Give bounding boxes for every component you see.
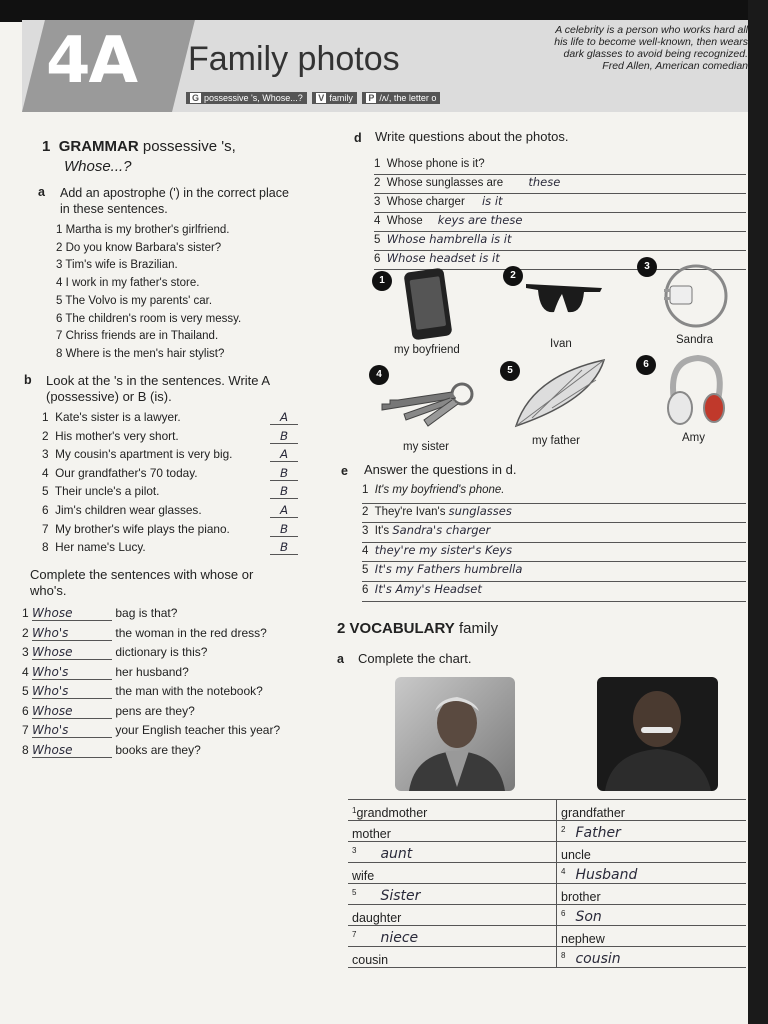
photo-caption: my boyfriend <box>394 344 460 356</box>
list-item: 8 Her name's Lucy. B <box>42 540 302 559</box>
answer-blank[interactable]: Who's <box>32 626 112 641</box>
umbrella-icon <box>512 356 608 437</box>
exercise-d-label: d <box>354 131 362 145</box>
list-item: 3 Whose dictionary is this? <box>22 645 208 659</box>
list-item: 7 My brother's wife plays the piano. B <box>42 522 302 541</box>
page-title: Family photos <box>188 40 400 78</box>
grandmother-photo <box>395 677 515 791</box>
list-item: 2 Who's the woman in the red dress? <box>22 625 267 640</box>
list-item: 5 It's my Fathers humbrella <box>362 562 746 582</box>
answer-blank[interactable]: A <box>270 447 298 462</box>
headphones-icon <box>664 354 726 435</box>
list-item: 5 Who's the man with the notebook? <box>22 684 263 698</box>
list-item: 1 Kate's sister is a lawyer. A <box>42 410 302 429</box>
photo-number: 2 <box>503 266 523 286</box>
exercise-a-list <box>56 222 241 364</box>
list-item: 4 they're my sister's Keys <box>362 543 746 563</box>
table-row: wife $^4$ Husband <box>348 863 746 884</box>
photo-number: 6 <box>636 355 656 375</box>
answer-blank[interactable]: A <box>270 503 298 518</box>
list-item: 3 Tim's wife is Brazilian. <box>56 259 178 272</box>
photo-number: 3 <box>637 257 657 277</box>
answer-blank[interactable]: B <box>270 540 298 555</box>
exercise-c-instruction: Complete the sentences with whose or who's. <box>30 567 254 598</box>
list-item: 6 The children's room is very messy. <box>56 312 242 325</box>
list-item: 8 Whose books are they? <box>22 742 201 757</box>
table-row: $^7$ niece nephew <box>348 926 746 947</box>
grandfather-photo <box>597 677 718 791</box>
list-item: 1 It's my boyfriend's phone. <box>362 484 746 504</box>
list-item: 2 His mother's very short. B <box>42 429 302 448</box>
list-item: 6 It's Amy's Headset <box>362 582 746 602</box>
list-item: 5 The Volvo is my parents' car. <box>56 294 213 307</box>
sunglasses-icon <box>524 278 604 327</box>
answer-blank[interactable]: Whose <box>32 743 112 758</box>
list-item: 4 Whose keys are these <box>374 213 746 232</box>
list-item: 6 Whose pens are they? <box>22 703 195 718</box>
photo-number: 4 <box>369 365 389 385</box>
photo-number: 1 <box>372 271 392 291</box>
quote: A celebrity is a person who works hard all his life to become well-known, then wears dark glasses to avoid being recognized. Fred Allen, American comedian <box>554 24 748 72</box>
list-item: 3 Whose charger is it <box>374 194 746 213</box>
family-chart <box>348 799 746 968</box>
list-item: 3 My cousin's apartment is very big. A <box>42 447 302 466</box>
charger-icon <box>656 258 732 339</box>
list-item: 1 Martha is my brother's girlfriend. <box>56 224 230 236</box>
exercise-b-list <box>42 410 302 559</box>
vocab-a-instruction: Complete the chart. <box>358 651 472 666</box>
answer-blank[interactable]: B <box>270 429 298 444</box>
list-item: 1 Whose bag is that? <box>22 606 178 620</box>
top-edge <box>0 0 768 22</box>
photo-caption: Sandra <box>676 334 714 346</box>
answer-blank[interactable]: Whose <box>32 606 112 621</box>
list-item: 5 Their uncle's a pilot. B <box>42 484 302 503</box>
answer-blank[interactable]: Whose <box>32 704 112 719</box>
list-item: 5 Whose hambrella is it <box>374 232 746 251</box>
grammar-heading: 1 GRAMMAR possessive 's, <box>42 138 236 155</box>
answer-blank[interactable]: Who's <box>32 684 112 699</box>
list-item: 1 Whose phone is it? <box>374 156 746 175</box>
keys-icon <box>376 374 486 435</box>
phone-icon <box>404 268 452 345</box>
answer-blank[interactable]: A <box>270 410 298 425</box>
photo-caption: Ivan <box>550 338 572 350</box>
tag-vocabulary: V family <box>312 92 357 104</box>
tag-grammar: G possessive 's, Whose...? <box>186 92 307 104</box>
table-row: $^5$ Sister brother <box>348 884 746 905</box>
exercise-b-instruction: Look at the 's in the sentences. Write A (possessive) or B (is). <box>46 373 271 404</box>
page-edge <box>748 0 768 1024</box>
photo-caption: my sister <box>403 441 449 453</box>
exercise-e-label: e <box>341 464 348 478</box>
list-item: 4 I work in my father's store. <box>56 277 200 290</box>
unit-number: 4A <box>46 24 137 98</box>
exercise-e-list <box>362 484 746 602</box>
answer-blank[interactable]: Who's <box>32 665 112 680</box>
answer-blank[interactable]: Who's <box>32 723 112 738</box>
list-item: 6 Jim's children wear glasses. A <box>42 503 302 522</box>
answer-blank[interactable]: B <box>270 466 298 481</box>
exercise-d-instruction: Write questions about the photos. <box>375 129 569 144</box>
list-item: 4 Our grandfather's 70 today. B <box>42 466 302 485</box>
list-item: 2 They're Ivan's sunglasses <box>362 504 746 524</box>
table-row: cousin $^8$ cousin <box>348 947 746 968</box>
list-item: 4 Who's her husband? <box>22 664 189 679</box>
table-row: mother $^2$ Father <box>348 821 746 842</box>
answer-blank[interactable]: Whose <box>32 645 112 660</box>
vocabulary-heading: 2 VOCABULARY family <box>337 620 499 637</box>
tag-pronunciation: P /ʌ/, the letter o <box>362 92 440 104</box>
table-row: daughter $^6$ Son <box>348 905 746 926</box>
answer-blank[interactable]: B <box>270 522 298 537</box>
list-item: 7 Who's your English teacher this year? <box>22 723 281 737</box>
exercise-a-instruction: Add an apostrophe (') in the correct place in these sentences. <box>60 186 289 216</box>
lesson-tags <box>186 92 443 104</box>
exercise-b-label: b <box>24 373 32 387</box>
table-row: $^1$grandmother grandfather <box>348 800 746 821</box>
exercise-a-label: a <box>38 185 45 199</box>
list-item: 2 Whose sunglasses are these <box>374 175 746 194</box>
vocab-a-label: a <box>337 652 344 666</box>
list-item: 7 Chriss friends are in Thailand. <box>56 330 219 343</box>
list-item: 2 Do you know Barbara's sister? <box>56 241 222 254</box>
list-item: 3 It's Sandra's charger <box>362 523 746 543</box>
list-item: 6 Whose headset is it <box>374 251 746 270</box>
photo-caption: Amy <box>682 432 705 444</box>
photo-number: 5 <box>500 361 520 381</box>
exercise-c-list <box>22 606 280 762</box>
table-row: $^3$ aunt uncle <box>348 842 746 863</box>
exercise-e-instruction: Answer the questions in d. <box>364 462 517 477</box>
list-item: 8 Where is the men's hair stylist? <box>56 347 225 360</box>
answer-blank[interactable]: B <box>270 484 298 499</box>
exercise-d-list <box>374 156 746 270</box>
photo-caption: my father <box>532 435 580 447</box>
grammar-heading-line2: Whose...? <box>64 158 132 175</box>
